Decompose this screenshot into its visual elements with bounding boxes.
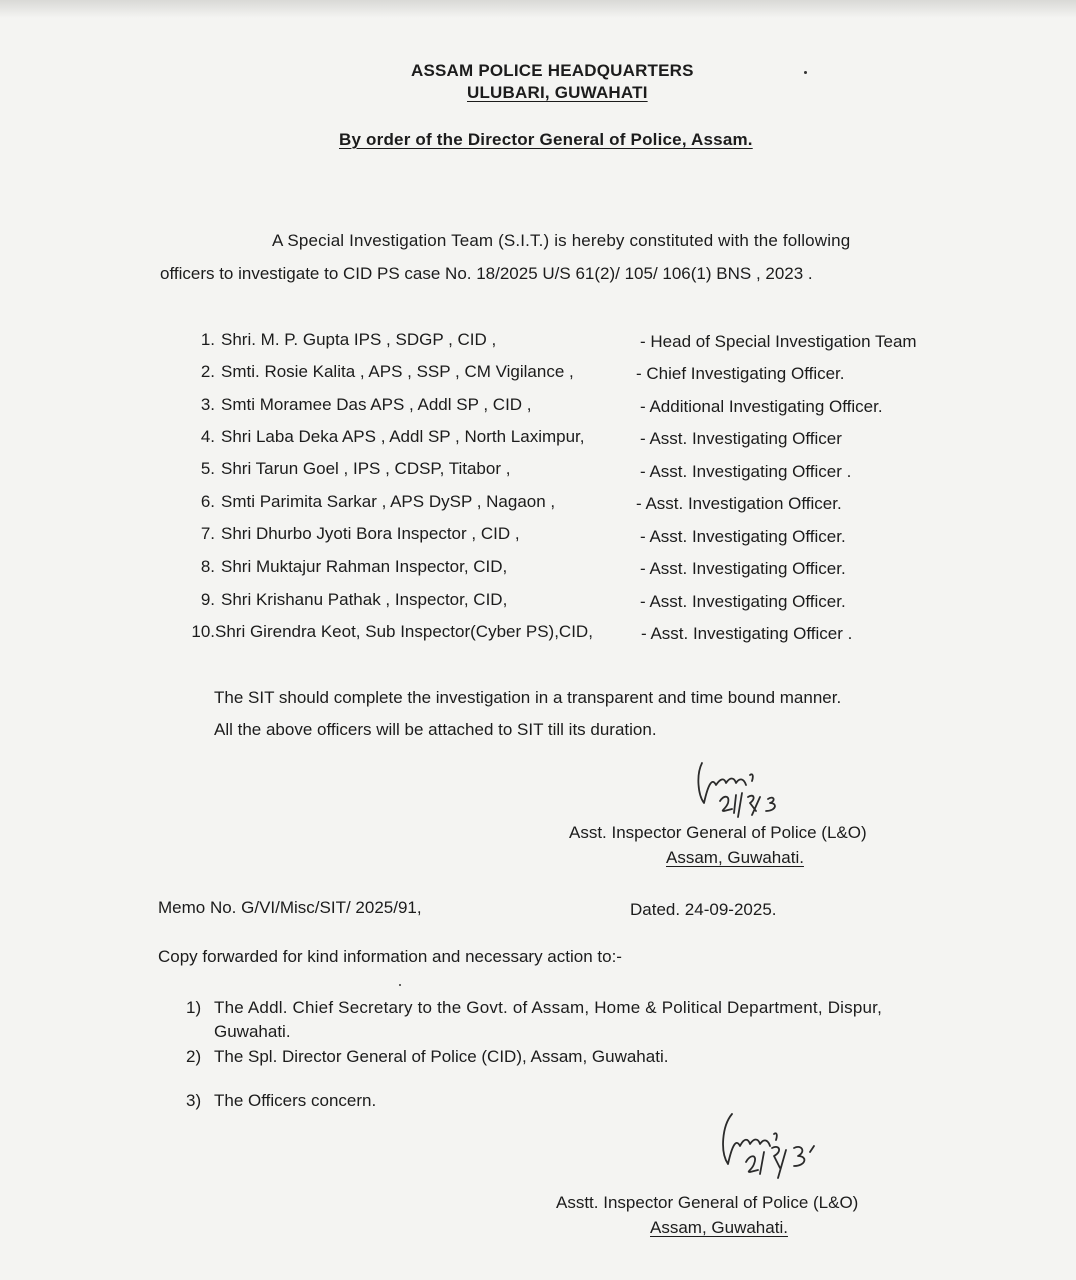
officer-row <box>187 427 585 447</box>
officer-row <box>187 395 532 415</box>
signature-2-title: Asstt. Inspector General of Police (L&O) <box>556 1193 859 1212</box>
officer-role: - Asst. Investigating Officer <box>640 429 842 448</box>
officer-role: - Asst. Investigating Officer. <box>640 559 846 578</box>
officer-number: 7. <box>200 524 215 543</box>
officer-name: Shri. M. P. Gupta IPS , SDGP , CID , <box>221 330 497 349</box>
copy-intro: Copy forwarded for kind information and necessary action to:- <box>158 947 622 966</box>
copy-item-text: The Officers concern. <box>214 1091 377 1110</box>
closing-line-2: All the above officers will be attached to SIT till its duration. <box>214 720 657 739</box>
officer-row <box>187 362 574 382</box>
copy-item-text: The Addl. Chief Secretary to the Govt. of Assam, Home & Political Department, Dispur, <box>214 998 883 1017</box>
officer-name: Shri Dhurbo Jyoti Bora Inspector , CID , <box>221 524 520 543</box>
org-heading: ASSAM POLICE HEADQUARTERS <box>411 61 694 80</box>
officer-number: 5. <box>200 459 215 478</box>
signature-1-drawing <box>690 755 820 825</box>
org-location: ULUBARI, GUWAHATI <box>467 83 648 102</box>
officer-number: 4. <box>200 427 215 446</box>
copy-item-number: 3) <box>186 1091 202 1110</box>
officer-role: - Asst. Investigating Officer. <box>640 527 846 546</box>
officer-role: - Asst. Investigating Officer. <box>640 592 846 611</box>
officer-name: Shri Tarun Goel , IPS , CDSP, Titabor , <box>221 459 511 478</box>
officer-role: - Asst. Investigating Officer . <box>640 462 852 481</box>
copy-item-number: 2) <box>186 1047 202 1066</box>
officer-row <box>187 330 496 350</box>
intro-line-1: A Special Investigation Team (S.I.T.) is hereby constituted with the following <box>272 231 851 250</box>
order-line: By order of the Director General of Police, Assam. <box>339 130 753 149</box>
officer-number: 10. <box>191 622 215 641</box>
officer-role: - Asst. Investigation Officer. <box>636 494 842 513</box>
officer-row <box>187 622 593 642</box>
copy-item-number: 1) <box>186 998 202 1017</box>
officer-role: - Head of Special Investigation Team <box>640 332 917 351</box>
copy-item-text-cont: Guwahati. <box>214 1022 291 1041</box>
officer-row <box>187 492 555 512</box>
officer-name: Shri Laba Deka APS , Addl SP , North Laximpur, <box>221 427 585 446</box>
officer-number: 1. <box>200 330 215 349</box>
officer-number: 8. <box>200 557 215 576</box>
stray-mark <box>399 984 401 986</box>
officer-name: Smti Parimita Sarkar , APS DySP , Nagaon , <box>221 492 556 511</box>
officer-name: Smti. Rosie Kalita , APS , SSP , CM Vigilance , <box>221 362 574 381</box>
officer-number: 2. <box>200 362 215 381</box>
signature-1-title: Asst. Inspector General of Police (L&O) <box>569 823 867 842</box>
signature-1-place: Assam, Guwahati. <box>666 848 804 867</box>
officer-name: Smti Moramee Das APS , Addl SP , CID , <box>221 395 532 414</box>
officer-name: Shri Muktajur Rahman Inspector, CID, <box>221 557 508 576</box>
closing-line-1: The SIT should complete the investigation in a transparent and time bound manner. <box>214 688 842 707</box>
officer-name: Shri Girendra Keot, Sub Inspector(Cyber PS),CID, <box>215 622 593 641</box>
officer-row <box>187 524 520 544</box>
copy-item-text: The Spl. Director General of Police (CID), Assam, Guwahati. <box>214 1047 669 1066</box>
memo-date: Dated. 24-09-2025. <box>630 900 777 919</box>
officer-role: - Chief Investigating Officer. <box>636 364 845 383</box>
officer-name: Shri Krishanu Pathak , Inspector, CID, <box>221 590 508 609</box>
officer-role: - Asst. Investigating Officer . <box>641 624 853 643</box>
officer-number: 9. <box>200 590 215 609</box>
intro-line-2: officers to investigate to CID PS case No. 18/2025 U/S 61(2)/ 105/ 106(1) BNS , 2023 . <box>160 264 813 283</box>
officer-number: 3. <box>200 395 215 414</box>
signature-2-place: Assam, Guwahati. <box>650 1218 788 1237</box>
stray-mark <box>804 71 807 74</box>
officer-row <box>187 459 510 479</box>
officer-row <box>187 557 507 577</box>
officer-role: - Additional Investigating Officer. <box>640 397 883 416</box>
officer-number: 6. <box>200 492 215 511</box>
signature-2-drawing <box>710 1108 860 1188</box>
officer-row <box>187 590 507 610</box>
memo-number: Memo No. G/VI/Misc/SIT/ 2025/91, <box>158 898 422 917</box>
